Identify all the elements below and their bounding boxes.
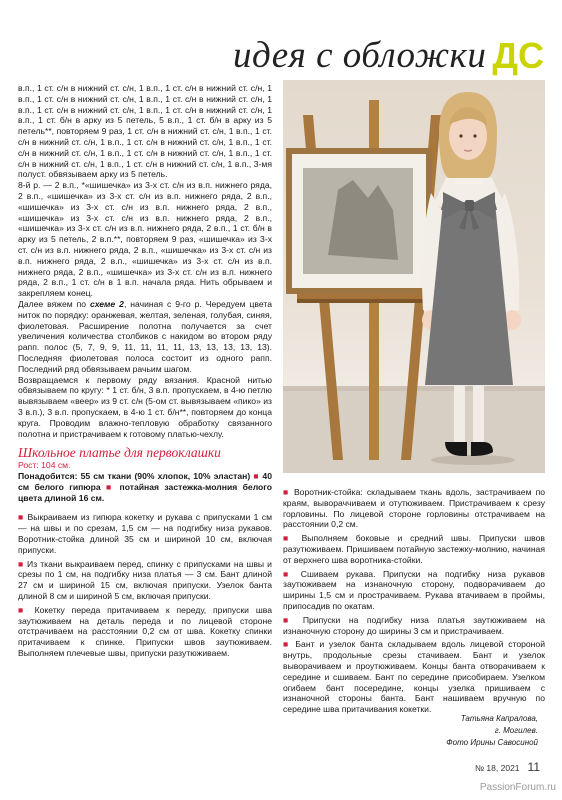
watermark: PassionForum.ru [479, 782, 556, 793]
paragraph: в.п., 1 ст. с/н в нижний ст. с/н, 1 в.п., 1 ст. с/н в нижний ст. с/н, 1 в.п., 1 ст. с/н в нижний ст. с/н, 1 в.п., 1 ст. с/н в нижний ст. с/н, 1 в.п., 1 ст. с/н в нижний ст. с/н, 1 в.п., 1 ст. с/н в нижний ст. с/н, 1 в.п., 1 ст. б/н в арку из 5 петель, 5 в.п., 1 ст. б/н в арку из 5 петель**, повторяем 9 раз, 1 ст. с/н в нижний ст. с/н, 1 в.п., 1 ст. с/н в нижний ст. с/н, 1 в.п., 1 ст. с/н в нижний ст. с/н, 1 в.п., 1 ст. с/н в нижний ст. с/н, 1 в.п., 1 ст. с/н в нижний ст. с/н, 1 в.п., 1 ст. с/н в нижний ст. с/н, 1 в.п., 1 ст. с/н в нижний ст. с/н, 1 в.п., 3-мя полуст. обвязываем арку из 5 петель. [18, 83, 272, 180]
text-run: Далее вяжем по [18, 298, 91, 309]
step-text: Выкраиваем из гипюра кокетку и рукава с припусками 1 см — на швы и по срезам, 1,5 см — на подгибку низа рукавов. Воротник-стойка длиной 35 см и шириной 10 см, включая припуски. [18, 512, 272, 555]
scheme-ref: схеме 2 [90, 298, 124, 309]
author-signature [446, 713, 538, 749]
header-title: идея с обложки [233, 35, 487, 76]
material-item: 40 см белого гипюра [18, 471, 272, 492]
step-item [283, 615, 545, 637]
step-item [283, 569, 545, 612]
step-text: Выполняем боковые и средний швы. Припуски швов разутюживаем. Пришиваем потайную застежку-молнию, начиная от верхнего шва воротника-стойки. [283, 533, 545, 565]
step-item [283, 487, 545, 530]
step-text: Воротник-стойка: складываем ткань вдоль, застрачиваем по краям, вывораччиваем и отутюживаем. Пристрачиваем к срезу горловины. По лицевой стороне горловины отстрачиваем на расстоянии 0,2 см. [283, 487, 545, 530]
step-text: Припуски на подгибку низа платья заутюживаем на изнаночную сторону до ширины 3 см и пристрачиваем. [283, 614, 545, 636]
bullet-icon: ■ [18, 604, 28, 615]
step-text: Кокетку переда притачиваем к переду, припуски шва заутюживаем на деталь переда и по лицевой стороне отстрачиваем на расстоянии 0,2 см от шва. Кокетку спинки притачиваем к спинке. Припуски швов заутюживаем. Выполняем плечевые швы, припуски разутюживаем. [18, 604, 272, 659]
step-item [18, 559, 272, 602]
author-name: Татьяна Капралова, [460, 714, 538, 723]
bullet-icon: ■ [253, 471, 260, 482]
step-item [18, 512, 272, 555]
paragraph [18, 299, 272, 375]
author-city: г. Могилев. [494, 726, 538, 735]
girl-in-school-dress-illustration [283, 80, 545, 473]
material-item: потайная застежка-молния белого цвета длиной 16 см. [18, 481, 272, 503]
materials [18, 471, 272, 503]
step-item [283, 533, 545, 565]
paragraph: 8-й р. — 2 в.п., *«шишечка» из 3-х ст. с/н из в.п. нижнего ряда, 2 в.п., «шишечка» из 3-х ст. с/н из в.п. нижнего ряда, 2 в.п., «шишечка» из 3-х ст. с/н из в.п. нижнего ряда, 2 в.п., «шишечка» из 3-х ст. с/н из в.п. нижнего ряда, 2 в.п., «шишечка» из 3-х ст. с/н из в.п. нижнего ряда, 2 в.п., 1 ст. б/н в арку из 5 петель, 2 в.п.**, повторяем 9 раз, «шишечка» из 3-х ст. с/н из в.п. нижнего ряда, 2 в.п., «шишечка» из 3-х ст. с/н из в.п. нижнего ряда, 2 в.п., «шишечка» из 3-х ст. с/н из в.п. нижнего ряда, 2 в.п., «шишечка» из 3-х ст. с/н из в.п. нижнего ряда, 2 в.п., 1 ст. с/н в 1 в.п. начала ряда. Нить обрываем и закрепляем конец. [18, 180, 272, 299]
section-title: Школьное платье для первоклашки [18, 445, 221, 461]
bullet-icon: ■ [283, 533, 294, 544]
cover-photo [283, 80, 545, 473]
bullet-icon: ■ [18, 558, 24, 569]
step-item [283, 639, 545, 715]
page-footer [475, 760, 540, 774]
step-text: Сшиваем рукава. Припуски на подгибку низа рукавов заутюживаем на изнаночную сторону, подворачиваем до ширины 1,5 см и прострачиваем. Рукава втачиваем в проймы, припосадив по окатам. [283, 568, 545, 611]
photo-credit: Фото Ирины Савосиной [446, 738, 538, 747]
bullet-icon: ■ [106, 481, 115, 492]
left-column [18, 83, 272, 662]
page-header [233, 28, 544, 74]
paragraph: Возвращаемся к первому ряду вязания. Красной нитью обвязываем по кругу: * 1 ст. б/н, 3 в.п. пропускаем, в 4-ю петлю вывязываем «веер» из 9 ст. с/н (5-ом ст. вывязываем «пико» из 3 в.п.), 3 в.п. пропускаем, в 4-ю 1 ст. б/н**, повторяем до конца круга. Проводим влажно-тепловую обработку связанного полотна и пристрачиваем к готовому платью-чехлу. [18, 374, 272, 439]
step-item [18, 605, 272, 659]
bullet-icon: ■ [283, 487, 290, 497]
steps-list [18, 512, 272, 658]
bullet-icon: ■ [283, 568, 294, 579]
bullet-icon: ■ [283, 639, 291, 650]
issue-number: № 18, 2021 [474, 763, 520, 773]
text-run: , начиная с 9-го р. Чередуем цвета ниток по порядку: оранжевая, желтая, зеленая, голубая, синяя, фиолетовая. Расширение полотна получается за счет увеличения количества столбиков с накидом во втором ряду рапп. полос (5, 7, 9, 9, 11, 11, 11, 11, 13, 13, 13, 13, 13). Последняя фиолетовая полоса состоит из одного рапп. Последний ряд обвязываем рачьим шагом. [18, 298, 272, 374]
step-text: Из ткани выкраиваем перед, спинку с припусками на швы и срезы по 1 см, на подгибку низа платья — 3 см. Бант длиной 27 см и шириной 15 см, включая припуски. Узелок банта длиной 8 см и шириной 5 см, включая припуски. [18, 558, 272, 602]
step-text: Бант и узелок банта складываем вдоль лицевой стороной внутрь, продольные срезы стачиваем. Бант и узелок выворачиваем и проутюживаем. Концы банта отворачиваем к середине и сшиваем. Бант по середине присобираем. Узелком огибаем бант посередине, концы узелка пришиваем с изнаночной стороны банта. Бант нашиваем вручную по середине шва притачивания кокетки. [283, 639, 545, 715]
right-column [283, 487, 545, 718]
materials-label: Понадобится: [18, 471, 78, 482]
magazine-logo: ДС [492, 35, 544, 76]
material-item: 55 см ткани (90% хлопок, 10% эластан) [77, 471, 254, 482]
page-number: 11 [527, 760, 540, 774]
bullet-icon: ■ [18, 512, 25, 523]
bullet-icon: ■ [283, 614, 295, 625]
size-line: Рост: 104 см. [18, 460, 71, 471]
